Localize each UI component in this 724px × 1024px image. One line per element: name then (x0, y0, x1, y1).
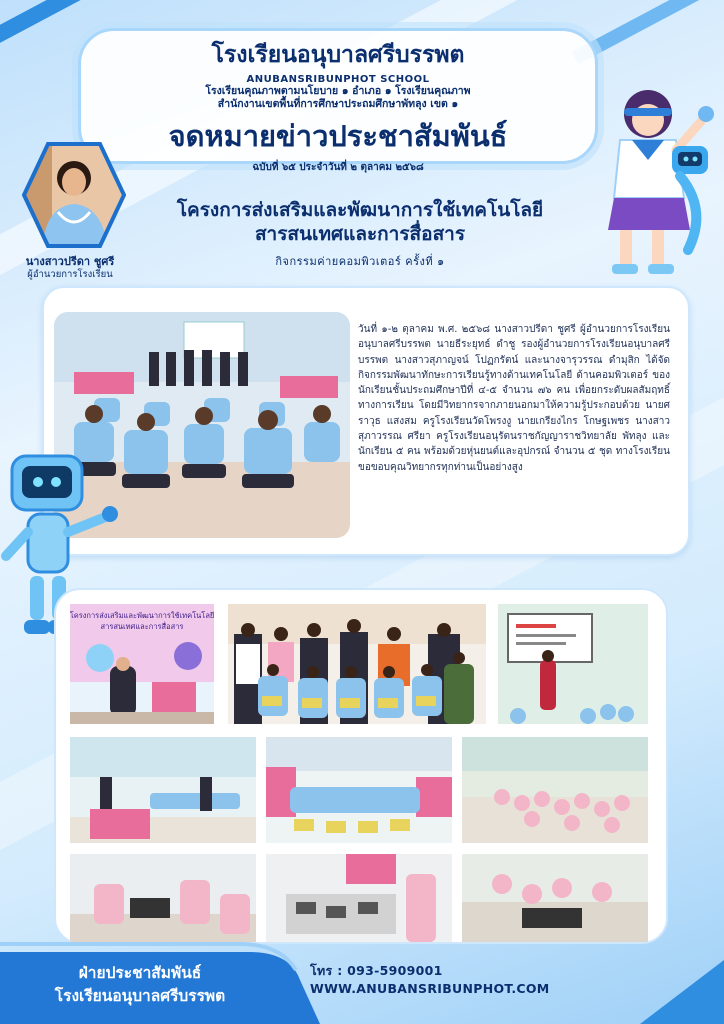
activity-name: กิจกรรมค่ายคอมพิวเตอร์ ครั้งที่ ๑ (275, 255, 445, 268)
director-role: ผู้อำนวยการโรงเรียน (27, 269, 113, 280)
footer-dept-line2: โรงเรียนอนุบาลศรีบรรพต (54, 987, 226, 1005)
project-title-line2: สารสนเทศและการสื่อสาร (254, 223, 466, 245)
footer-contact (310, 961, 724, 996)
student-robot-mascot-illustration (568, 80, 718, 280)
school-name-en: ANUBANSRIBUNPHOT SCHOOL (246, 74, 430, 85)
gallery-photo-laptop-group (70, 854, 256, 942)
header-subtitle-2: สำนักงานเขตพื้นที่การศึกษาประถมศึกษาพัทลุง เขต ๑ (217, 98, 459, 110)
banner-text-1: โครงการส่งเสริมและพัฒนาการใช้เทคโนโลยี (70, 611, 214, 620)
issue-date: ฉบับที่ ๖๕ ประจำวันที่ ๒ ตุลาคม ๒๕๖๘ (252, 162, 424, 173)
director-name: นางสาวปรีดา ชูศรี (25, 255, 115, 268)
footer-dept-line1: ฝ่ายประชาสัมพันธ์ (78, 964, 202, 982)
footer-website-link[interactable]: WWW.ANUBANSRIBUNPHOT.COM (310, 981, 550, 996)
footer-phone: โทร : 093-5909001 (310, 963, 443, 978)
newsletter-title: จดหมายข่าวประชาสัมพันธ์ (168, 119, 508, 153)
gallery-photo-group-robots (228, 604, 486, 724)
footer-department (20, 962, 260, 1008)
director-portrait-photo (22, 142, 126, 248)
header-subtitle-1: โรงเรียนคุณภาพตามนโยบาย ๑ อำเภอ ๑ โรงเรียนคุณภาพ (205, 85, 471, 97)
newsletter-header (78, 28, 598, 173)
project-title-block (140, 198, 580, 270)
gallery-photo-robot-tables (266, 737, 452, 843)
project-title-line1: โครงการส่งเสริมและพัฒนาการใช้เทคโนโลยี (176, 199, 544, 221)
gallery-photo-banner-ceremony (70, 604, 214, 724)
article-body: วันที่ ๑-๒ ตุลาคม พ.ศ. ๒๕๖๘ นางสาวปรีดา ชูศรี ผู้อำนวยการโรงเรียนอนุบาลศรีบรรพต นายธีระยุทธ์ ดำชู รองผู้อำนวยการโรงเรียนอนุบาลศรีบรรพต นางสาวสุภาญจน์ โปฏกรัตน์ และนางจารุวรรณ ดำมุสิก ได้จัดกิจกรรมพัฒนาทักษะการเรียนรู้ทางด้านเทคโนโลยี ด้านคอมพิวเตอร์ ของนักเรียนชั้นประถมศึกษาปีที่ ๔-๕ จำนวน ๗๖ คน เพื่อยกระดับผลสัมฤทธิ์ทางการเรียน โดยมีวิทยากรจากภายนอกมาให้ความรู้ประกอบด้วย นายศราวุธ แสงสม ครูโรงเรียนวัดโพรงงู นายเกรียงไกร โกษฐเพชร นางสาวสุภาวรรณ ศรียา ครูโรงเรียนอนุรัตนราชกัญญาราชวิทยาลัย พัทลุง และนักเรียน ๕ คน พร้อมด้วยหุ่นยนต์และอุปกรณ์ จำนวน ๕ ชุด ทางโรงเรียนขอขอบคุณวิทยากรทุกท่านเป็นอย่างสูง (358, 324, 670, 473)
gallery-photo-students-floor (462, 737, 648, 843)
gallery-photo-coding-floor (462, 854, 648, 942)
banner-text-2: สารสนเทศและการสื่อสาร (100, 622, 184, 631)
gallery-photo-robot-kits (266, 854, 452, 942)
school-name-th: โรงเรียนอนุบาลศรีบรรพต (211, 42, 465, 68)
gallery-photo-hall-left (70, 737, 256, 843)
gallery-photo-presenter-screen (498, 604, 648, 724)
